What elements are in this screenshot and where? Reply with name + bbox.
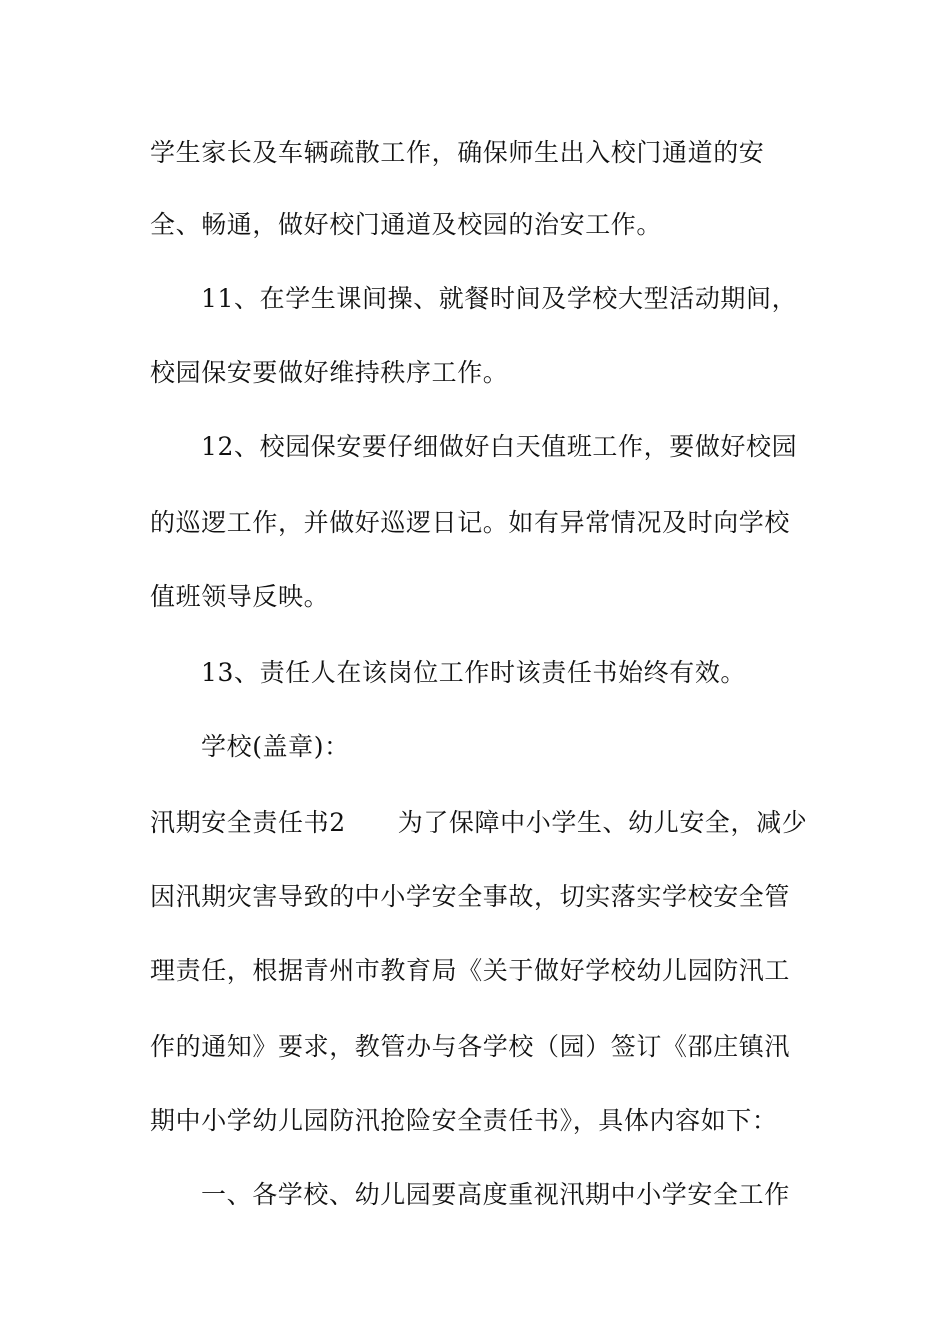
section-title: 汛期安全责任书2 <box>150 808 346 837</box>
paragraph-line: 校园保安要做好维持秩序工作。 <box>150 358 509 387</box>
paragraph-line: 11、在学生课间操、就餐时间及学校大型活动期间， <box>201 284 798 313</box>
paragraph-line: 全、畅通，做好校门通道及校园的治安工作。 <box>150 210 663 239</box>
signature-label: 学校(盖章)： <box>201 732 350 761</box>
paragraph-text: 为了保障中小学生、幼儿安全，减少 <box>397 808 808 837</box>
paragraph-line: 期中小学幼儿园防汛抢险安全责任书》，具体内容如下： <box>150 1106 778 1135</box>
paragraph-line: 的巡逻工作，并做好巡逻日记。如有异常情况及时向学校 <box>150 508 791 537</box>
section-first-line <box>150 808 807 838</box>
paragraph-line: 理责任，根据青州市教育局《关于做好学校幼儿园防汛工 <box>150 956 791 985</box>
paragraph-line: 12、校园保安要仔细做好白天值班工作，要做好校园 <box>201 432 798 461</box>
paragraph-line: 值班领导反映。 <box>150 582 330 611</box>
paragraph-line: 作的通知》要求，教管办与各学校（园）签订《邵庄镇汛 <box>150 1032 791 1061</box>
paragraph-line: 学生家长及车辆疏散工作，确保师生出入校门通道的安 <box>150 138 765 167</box>
paragraph-line: 因汛期灾害导致的中小学安全事故，切实落实学校安全管 <box>150 882 791 911</box>
paragraph-line: 一、各学校、幼儿园要高度重视汛期中小学安全工作 <box>201 1180 790 1209</box>
paragraph-line: 13、责任人在该岗位工作时该责任书始终有效。 <box>201 658 747 687</box>
